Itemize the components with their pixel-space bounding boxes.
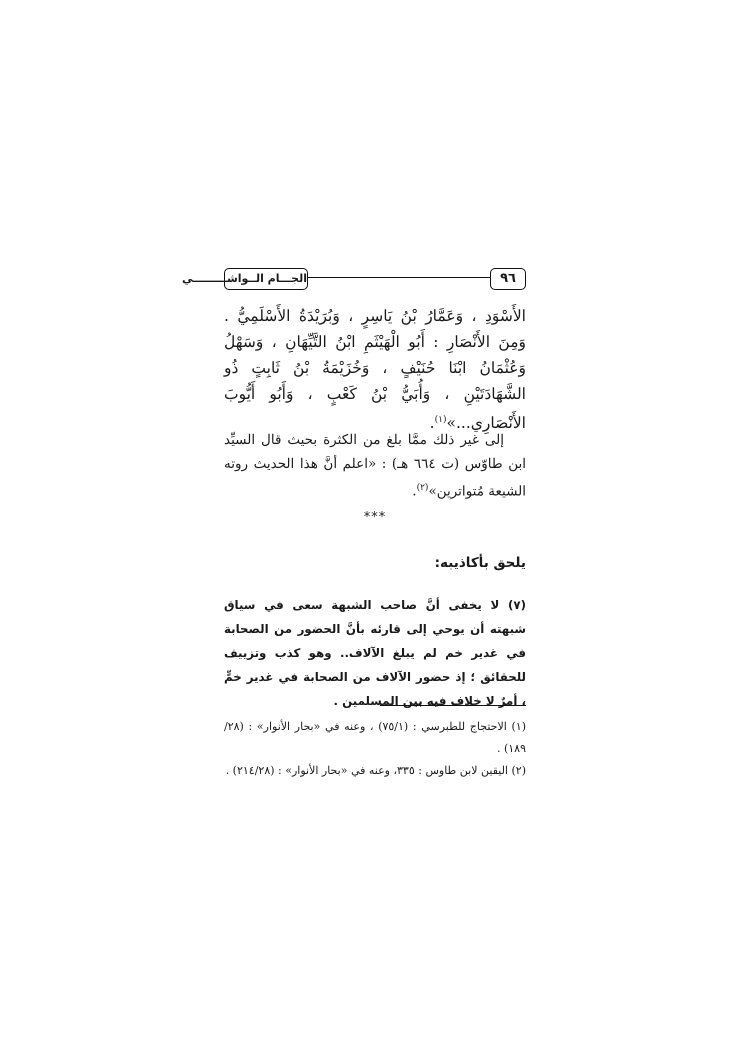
footnote-1 [224, 716, 526, 760]
footnote-2 [224, 760, 526, 782]
paragraph-end: . [412, 483, 417, 500]
footnote-text: اليقين لابن طاوس : ٣٣٥، وعنه في «بحار الأنوار» : (٢١٤/٢٨) . [225, 764, 508, 777]
footnote-number: (٢) [511, 764, 526, 777]
footnote-number: (١) [511, 720, 527, 733]
paragraph-text: إلى غير ذلك ممَّا بلغ من الكثرة بحيث قال السيِّد ابن طاوّس (ت ٦٦٤ هـ) : «اعلم أنَّ هذا الحديث روته الشيعة مُتواترين» [224, 432, 527, 500]
quote-end: . [429, 414, 435, 433]
page-number: ٩٦ [490, 268, 526, 290]
claim-number: (٧) [508, 598, 527, 612]
claim-paragraph [224, 593, 526, 713]
hadith-quote [224, 303, 526, 436]
footnote-divider [380, 705, 526, 706]
quote-text: الأَسْوَدِ ، وَعَمَّارُ بْنُ يَاسِرٍ ، وَبُرَيْدَةُ الأَسْلَمِيُّ . وَمِنَ الأَنْصَارِ : أَبُو الْهَيْثَمِ ابْنُ التَّيِّهَانِ ، وَسَهْلُ وَعُثْمَانُ ابْنَا حُنَيْفٍ ، وَخُزَيْمَةُ بْنُ ثَابِتٍ ذُو الشَّهَادَتَيْنِ ، وَأُبَيُّ بْنُ كَعْبٍ ، وَأَبُو أَيُّوبَ الأَنْصَارِي...» [224, 307, 526, 433]
header-rule [308, 277, 490, 278]
page-header [181, 268, 526, 290]
claim-text: لا يخفى أنَّ صاحب الشبهة سعى في سياق شبهته أن يوحي إلى قارئه بأنَّ الحضور من الصحابة في غدير خم لم يبلغ الآلاف.. وهو كذب وتزييف للحقائق ؛ إذ حضور الآلاف من الصحابة في غدير خمٍّ ، أمرٌ لا خلاف فيه بين المسلمين . [224, 598, 526, 708]
body-paragraph [224, 428, 526, 504]
running-title: الجـــام الــواشـــــــــي [224, 268, 308, 290]
footnotes [224, 716, 526, 782]
footnote-ref-1: (١) [434, 415, 447, 425]
footnote-ref-2: (٢) [416, 483, 429, 493]
section-heading: يلحق بأكاذيبه: [434, 555, 526, 571]
section-separator: *** [363, 510, 387, 525]
footnote-text: الاحتجاج للطبرسي : (٧٥/١) ، وعنه في «بحار الأنوار» : (٢٨/ ١٨٩) . [224, 720, 526, 755]
